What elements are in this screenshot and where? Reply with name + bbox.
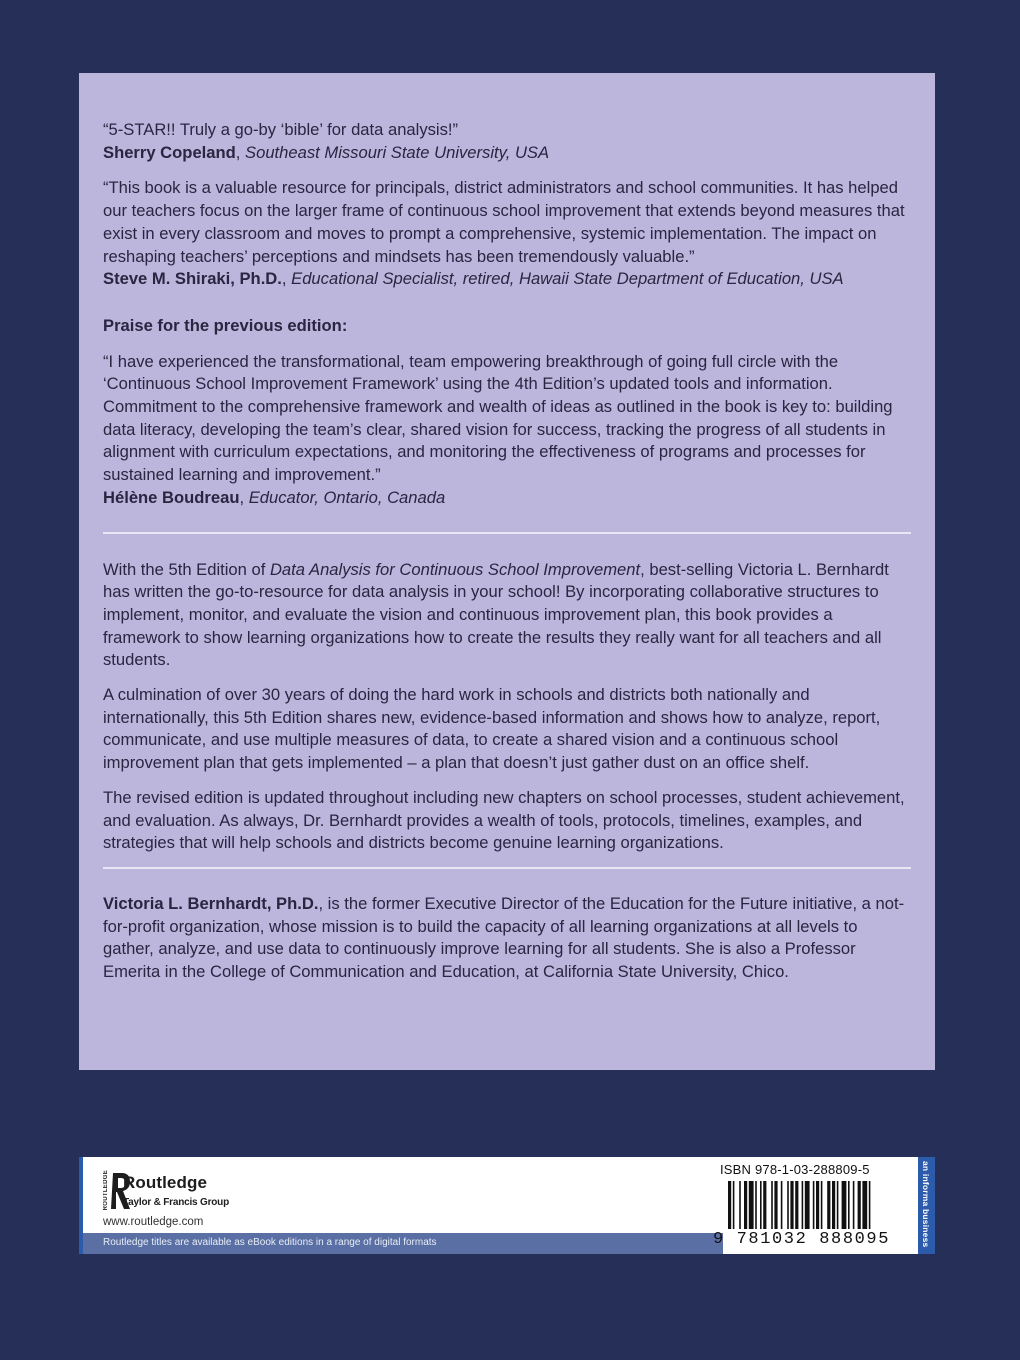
quote-author: Sherry Copeland <box>103 142 236 162</box>
description-paragraph-2: A culmination of over 30 years of doing the hard work in schools and districts both nationally and internationally, this 5th Edition shares new, evidence-based information and shows how to analyze, report, communicate, and use multiple measures of data, to create a shared vision and a continuous school improvement plan that gets implemented – a plan that doesn’t just gather dust on an office shelf. <box>103 685 881 773</box>
quote-author: Hélène Boudreau <box>103 487 240 507</box>
previous-edition-heading: Praise for the previous edition: <box>103 315 348 335</box>
barcode-number: 9 781032 888095 <box>713 1230 891 1249</box>
description-paragraph-3: The revised edition is updated throughout including new chapters on school processes, student achievement, and evaluation. As always, Dr. Bernhardt provides a wealth of tools, protocols, timelines, examples, and strategies that will help schools and districts become genuine learning organizations. <box>103 787 905 853</box>
quote-text: “5-STAR!! Truly a go-by ‘bible’ for data analysis!” <box>103 120 459 139</box>
back-cover-text-panel <box>79 73 935 1070</box>
ebook-note: Routledge titles are available as eBook editions in a range of digital formats <box>103 1237 437 1248</box>
book-title: Data Analysis for Continuous School Improvement <box>269 559 641 579</box>
praise-quote-1: “5-STAR!! Truly a go-by ‘bible’ for data analysis!” Sherry Copeland, Southeast Missouri State University, USA <box>103 120 550 162</box>
praise-quote-2: “This book is a valuable resource for principals, district administrators and school communities. It has helped our teachers focus on the larger frame of continuous school improvement that extends beyond measures that exist in every classroom and moves to prompt a comprehensive, systemic implementation. The impact on reshaping teachers’ perceptions and mindsets has been tremendously valuable.” Steve M. Shiraki, Ph.D., Educational Specialist, retired, Hawaii State Department of Education, USA <box>103 178 905 289</box>
publisher-footer <box>79 1157 935 1254</box>
section-divider <box>103 532 911 534</box>
quote-affiliation: Southeast Missouri State University, USA <box>245 142 550 162</box>
author-name: Victoria L. Bernhardt, Ph.D. <box>103 893 319 913</box>
section-divider <box>103 867 911 869</box>
quote-affiliation: Educational Specialist, retired, Hawaii State Department of Education, USA <box>291 269 844 289</box>
description-text: With the 5th Edition of <box>103 559 270 579</box>
informa-text: an informa business <box>921 1161 931 1248</box>
publisher-group: Taylor & Francis Group <box>123 1197 229 1208</box>
publisher-name: Routledge <box>123 1173 208 1192</box>
quote-text: “This book is a valuable resource for principals, district administrators and school communities. It has helped our teachers focus on the larger frame of continuous school improvement that extends beyond measures that exist in every classroom and moves to prompt a comprehensive, systemic implementation. The impact on reshaping teachers’ perceptions and mindsets has been tremendously valuable.” <box>103 178 905 266</box>
author-bio-text: , is the former Executive Director of the Education for the Future initiative, a not-for-profit organization, whose mission is to build the capacity of all learning organizations at all levels to gather, analyze, and use data to continuously improve learning for all students. She is also a Professor Emerita in the College of Communication and Education, at California State University, Chico. <box>103 893 905 982</box>
logo-vertical-text: ROUTLEDGE <box>103 1170 109 1211</box>
quote-affiliation: Educator, Ontario, Canada <box>248 487 446 507</box>
isbn-label: ISBN 978-1-03-288809-5 <box>720 1162 870 1177</box>
quote-text: “I have experienced the transformational, team empowering breakthrough of going full circle with the ‘Continuous School Improvement Framework’ using the 4th Edition’s updated tools and information. Commitment to the comprehensive framework and wealth of ideas as outlined in the book is key to: building data literacy, developing the team’s clear, shared vision for success, tracking the progress of all students in alignment with curriculum expectations, and monitoring the effectiveness of programs and processes for sustained learning and improvement.” <box>103 351 893 485</box>
praise-quote-previous: “I have experienced the transformational, team empowering breakthrough of going full circle with the ‘Continuous School Improvement Framework’ using the 4th Edition’s updated tools and information. Commitment to the comprehensive framework and wealth of ideas as outlined in the book is key to: building data literacy, developing the team’s clear, shared vision for success, tracking the progress of all students in alignment with curriculum expectations, and monitoring the effectiveness of programs and processes for sustained learning and improvement.” Hélène Boudreau, Educator, Ontario, Canada <box>103 351 893 507</box>
quote-author: Steve M. Shiraki, Ph.D. <box>103 269 282 289</box>
barcode-icon <box>728 1181 910 1231</box>
author-bio <box>103 893 911 984</box>
description-text: , best-selling Victoria L. Bernhardt has written the go-to-resource for data analysis in your school! By incorporating collaborative structures to implement, monitor, and evaluate the vision and continuous improvement plan, this book provides a framework to show learning organizations how to create the results they really want for all teachers and all students. <box>103 559 889 670</box>
description-paragraph-1 <box>103 559 911 673</box>
publisher-website[interactable]: www.routledge.com <box>103 1216 204 1228</box>
